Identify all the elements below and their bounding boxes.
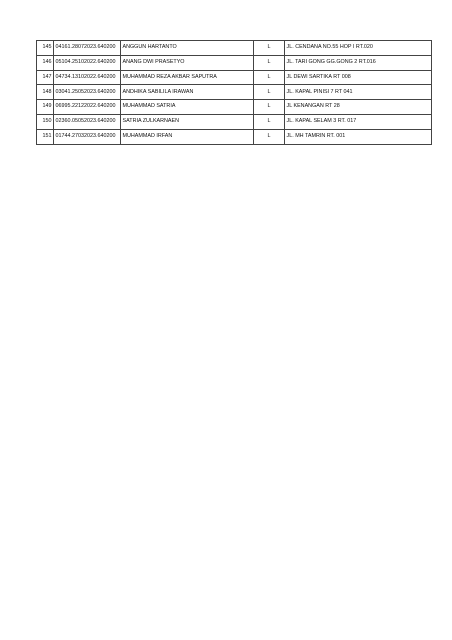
table-row: [37, 100, 432, 115]
row-gender: L: [254, 41, 285, 56]
member-table: [36, 40, 432, 145]
row-address: JL KENANGAN RT 28: [285, 100, 432, 115]
row-id: 02360.05052023.640200: [54, 114, 121, 129]
row-name: ANANG DWI PRASETYO: [121, 55, 254, 70]
table-row: [37, 129, 432, 144]
row-number: 150: [37, 114, 54, 129]
row-name: MUHAMMAD SATRIA: [121, 100, 254, 115]
row-id: 01744.27032023.640200: [54, 129, 121, 144]
row-name: MUHAMMAD REZA AKBAR SAPUTRA: [121, 70, 254, 85]
row-gender: L: [254, 129, 285, 144]
row-id: 06995.22122022.640200: [54, 100, 121, 115]
row-gender: L: [254, 114, 285, 129]
row-address: JL DEWI SARTIKA RT 008: [285, 70, 432, 85]
row-name: SATRIA ZULKARNAEN: [121, 114, 254, 129]
table-row: [37, 41, 432, 56]
row-address: JL. CENDANA NO.55 HOP I RT.020: [285, 41, 432, 56]
table-row: [37, 70, 432, 85]
row-address: JL. TARI GONG GG.GONG 2 RT.016: [285, 55, 432, 70]
row-number: 151: [37, 129, 54, 144]
table-row: [37, 85, 432, 100]
row-id: 04734.13102022.640200: [54, 70, 121, 85]
row-number: 148: [37, 85, 54, 100]
row-id: 04161.28072023.640200: [54, 41, 121, 56]
row-id: 05104.25102022.640200: [54, 55, 121, 70]
row-name: ANGGUN HARTANTO: [121, 41, 254, 56]
row-number: 149: [37, 100, 54, 115]
row-address: JL. KAPAL SELAM 3 RT. 017: [285, 114, 432, 129]
row-gender: L: [254, 85, 285, 100]
row-number: 145: [37, 41, 54, 56]
row-number: 146: [37, 55, 54, 70]
row-gender: L: [254, 70, 285, 85]
table-row: [37, 114, 432, 129]
row-address: JL. MH TAMRIN RT. 001: [285, 129, 432, 144]
row-number: 147: [37, 70, 54, 85]
table-row: [37, 55, 432, 70]
row-name: ANDHIKA SABILILA IRAWAN: [121, 85, 254, 100]
row-gender: L: [254, 55, 285, 70]
row-gender: L: [254, 100, 285, 115]
row-id: 03041.25052023.640200: [54, 85, 121, 100]
row-address: JL. KAPAL PINISI 7 RT 041: [285, 85, 432, 100]
row-name: MUHAMMAD IRFAN: [121, 129, 254, 144]
